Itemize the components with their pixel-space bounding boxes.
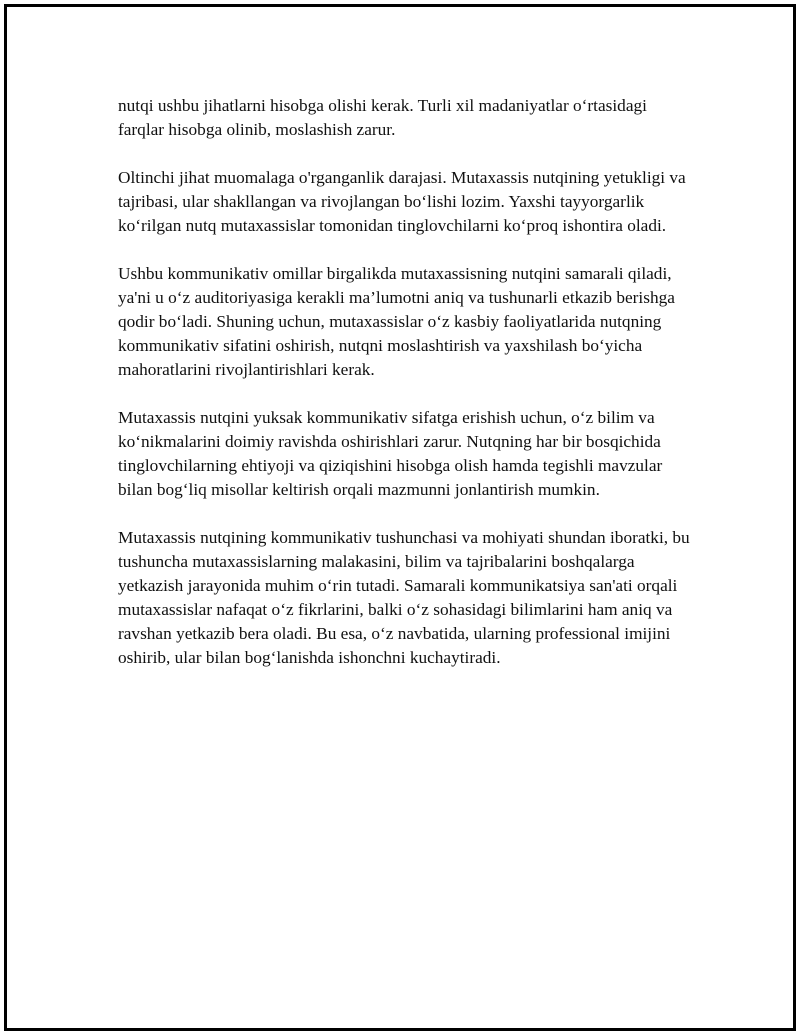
paragraph-4: Mutaxassis nutqini yuksak kommunikativ sifatga erishish uchun, o‘z bilim va ko‘nikmalarini doimiy ravishda oshirishlari zarur. Nutqning har bir bosqichida tinglovchilarning ehtiyoji va qiziqishini hisobga olish hamda tegishli mavzular bilan bog‘liq misollar keltirish orqali mazmunni jonlantirish mumkin. xyxy=(118,408,663,499)
paragraph-3: Ushbu kommunikativ omillar birgalikda mutaxassisning nutqini samarali qiladi, ya'ni u o‘z auditoriyasiga kerakli ma’lumotni aniq va tushunarli etkazib berishga qodir bo‘ladi. Shuning uchun, mutaxassislar o‘z kasbiy faoliyatlarida nutqning kommunikativ sifatini oshirish, nutqni moslashtirish va yaxshilash bo‘yicha mahoratlarini rivojlantirishlari kerak. xyxy=(118,264,675,379)
document-body xyxy=(118,94,693,694)
paragraph-1: nutqi ushbu jihatlarni hisobga olishi kerak. Turli xil madaniyatlar o‘rtasidagi farqlar hisobga olinib, moslashish zarur. xyxy=(118,96,647,139)
paragraph-2: Oltinchi jihat muomalaga o'rganganlik darajasi. Mutaxassis nutqining yetukligi va tajribasi, ular shakllangan va rivojlangan bo‘lishi lozim. Yaxshi tayyorgarlik ko‘rilgan nutq mutaxassislar tomonidan tinglovchilarni ko‘proq ishontira oladi. xyxy=(118,168,686,235)
paragraph-5: Mutaxassis nutqining kommunikativ tushunchasi va mohiyati shundan iboratki, bu tushuncha mutaxassislarning malakasini, bilim va tajribalarini boshqalarga yetkazish jarayonida muhim o‘rin tutadi. Samarali kommunikatsiya san'ati orqali mutaxassislar nafaqat o‘z fikrlarini, balki o‘z sohasidagi bilimlarini ham aniq va ravshan yetkazib bera oladi. Bu esa, o‘z navbatida, ularning professional imijini oshirib, ular bilan bog‘lanishda ishonchni kuchaytiradi. xyxy=(118,528,690,667)
